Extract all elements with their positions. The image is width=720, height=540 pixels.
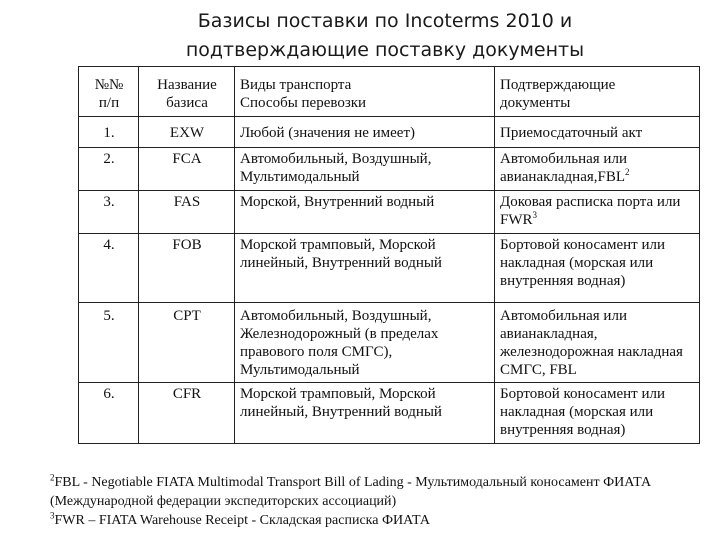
footnotes [50, 473, 710, 530]
title-line-2: подтверждающие поставку документы [185, 39, 585, 61]
footnote-2: $^2$FBL - Negotiable FIATA Multimodal Transport Bill of Lading - Мультимодальный коносамент ФИАТА (Международной федерации экспедиторских ассоциаций) [50, 472, 652, 509]
row-base: FAS [139, 191, 235, 234]
row-base: CFR [139, 383, 235, 444]
row-docs: Приемосдаточный акт [495, 117, 700, 148]
row-num: 2. [79, 148, 139, 191]
row-num: 6. [79, 383, 139, 444]
row-docs: Бортовой коносамент или накладная (морская или внутренняя водная) [495, 383, 700, 444]
footnote-mark-2: 2 [50, 472, 55, 483]
row-num: 1. [79, 117, 139, 148]
header-transport: Виды транспорта Способы перевозки [235, 67, 495, 117]
row-docs: Доковая расписка порта или FWR$^3$ [495, 191, 700, 234]
table-row [79, 191, 700, 234]
header-base: Название базиса [139, 67, 235, 117]
table-row [79, 234, 700, 303]
row-docs: Автомобильная или авианакладная,FBL$^2$ [495, 148, 700, 191]
header-docs: Подтверждающие документы [495, 67, 700, 117]
table-row [79, 303, 700, 383]
incoterms-table [78, 66, 700, 444]
row-transport: Любой (значения не имеет) [235, 117, 495, 148]
table-row [79, 148, 700, 191]
row-base: CPT [139, 303, 235, 383]
title-line-1: Базисы поставки по Incoterms 2010 и [197, 10, 573, 32]
footnote-ref-2: 2 [625, 167, 630, 177]
footnote-ref-3: 3 [532, 210, 538, 220]
table-header-row [79, 67, 700, 117]
row-num: 3. [79, 191, 139, 234]
row-transport: Морской, Внутренний водный [235, 191, 495, 234]
row-transport: Морской трамповый, Морской линейный, Внутренний водный [235, 383, 495, 444]
footnote-mark-3: 3 [50, 510, 55, 521]
header-num: №№ п/п [79, 67, 139, 117]
row-transport: Автомобильный, Воздушный, Железнодорожный (в пределах правового поля СМГС), Мультимодальный [235, 303, 495, 383]
page-title [150, 7, 620, 65]
row-base: EXW [139, 117, 235, 148]
row-transport: Автомобильный, Воздушный, Мультимодальный [235, 148, 495, 191]
row-transport: Морской трамповый, Морской линейный, Внутренний водный [235, 234, 495, 303]
row-docs: Автомобильная или авианакладная, железнодорожная накладная СМГС, FBL [495, 303, 700, 383]
footnote-3: $^3$FWR – FIATA Warehouse Receipt - Складская расписка ФИАТА [50, 510, 430, 528]
row-num: 5. [79, 303, 139, 383]
table-row [79, 117, 700, 148]
row-base: FOB [139, 234, 235, 303]
row-docs: Бортовой коносамент или накладная (морская или внутренняя водная) [495, 234, 700, 303]
row-base: FCA [139, 148, 235, 191]
table-row [79, 383, 700, 444]
row-num: 4. [79, 234, 139, 303]
